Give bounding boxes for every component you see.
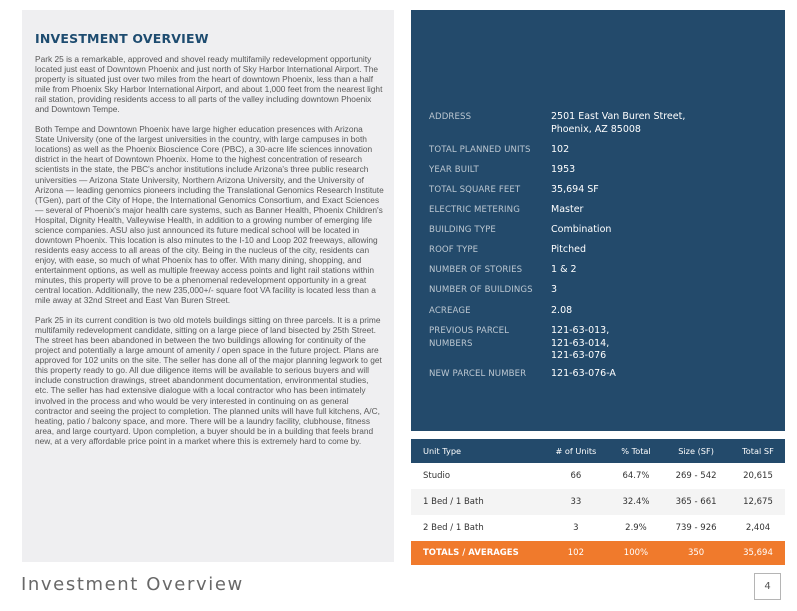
number-of-buildings-value: 3: [551, 284, 558, 295]
cell-total-sf: 20,615: [743, 471, 773, 481]
number-of-stories-label: NUMBER OF STORIES: [429, 265, 523, 275]
acreage-label: ACREAGE: [429, 306, 471, 316]
total-planned-units-label: TOTAL PLANNED UNITS: [429, 145, 531, 155]
cell-total-sf: 12,675: [731, 489, 785, 515]
totals-label: TOTALS / AVERAGES: [411, 541, 541, 565]
building-type-value: Combination: [551, 224, 612, 235]
total-square-feet-label: TOTAL SQUARE FEET: [429, 185, 521, 195]
address-label: ADDRESS: [429, 112, 472, 122]
header-percent-total: % Total: [611, 439, 661, 463]
property-details-panel: [411, 10, 785, 431]
roof-type-label: ROOF TYPE: [429, 245, 479, 255]
overview-body: [35, 54, 384, 456]
cell-unit-type: Studio: [423, 471, 451, 481]
cell-number-of-units: 3: [573, 523, 579, 533]
previous-parcel-label-line-1: PREVIOUS PARCEL: [429, 326, 510, 336]
cell-number-of-units: 33: [541, 489, 611, 515]
number-of-buildings-label: NUMBER OF BUILDINGS: [429, 285, 533, 295]
table-row: [411, 489, 785, 515]
acreage-value: 2.08: [551, 305, 573, 316]
previous-parcel-2: 121-63-014,: [551, 337, 610, 349]
cell-size-sf: 739 - 926: [675, 523, 717, 533]
investment-overview-panel: [22, 10, 394, 562]
unit-mix-table: [411, 439, 785, 565]
table-row: [411, 463, 785, 489]
address-value: [551, 111, 751, 136]
cell-size-sf: 365 - 661: [661, 489, 731, 515]
table-row: [411, 515, 785, 541]
electric-metering-label: ELECTRIC METERING: [429, 205, 520, 215]
cell-percent-total: 32.4%: [611, 489, 661, 515]
number-of-stories-value: 1 & 2: [551, 264, 577, 275]
previous-parcel-numbers-label: [429, 325, 554, 350]
previous-parcel-1: 121-63-013,: [551, 325, 610, 336]
footer-title: Investment Overview: [21, 574, 244, 595]
cell-number-of-units: 66: [570, 471, 582, 481]
previous-parcel-numbers-value: [551, 325, 751, 363]
overview-paragraph-1: Park 25 is a remarkable, approved and shovel ready multifamily redevelopment opportunity located just east of Downtown Phoenix and just north of Sky Harbor International Airport. The property is situated just over two miles from the heart of downtown Phoenix, less than a half mile from Phoenix Sky Harbor International Airport, and about 1,000 feet from the nearest light rail station, providing residents access to all parts of the valley including downtown Phoenix and Downtown Tempe.: [35, 54, 383, 115]
cell-total-sf: 2,404: [745, 523, 771, 533]
building-type-label: BUILDING TYPE: [429, 225, 496, 235]
total-square-feet-value: 35,694 SF: [551, 184, 599, 195]
unit-table-header-row: [411, 439, 785, 463]
totals-total-sf: 35,694: [731, 541, 785, 565]
year-built-label: YEAR BUILT: [429, 165, 479, 175]
roof-type-value: Pitched: [551, 244, 587, 255]
cell-percent-total: 2.9%: [625, 523, 647, 533]
totals-percent-total: 100%: [611, 541, 661, 565]
header-number-of-units: # of Units: [541, 439, 611, 463]
totals-size-sf: 350: [661, 541, 731, 565]
overview-paragraph-2: Both Tempe and Downtown Phoenix have large higher education presences with Arizona State University (one of the largest universities in the country, with large campuses in both locations) as well as the Phoenix Bioscience Core (PBC), a 30-acre life sciences innovation district in the heart of Downtown Phoenix. Home to the highest concentration of research scientists in the state, the PBC's anchor institutions include Arizona's three public research universities — Arizona State University, Northern Arizona University, and the University of Arizona — leading genomics pioneers including the Translational Genomics Research Institute (TGen), part of the City of Hope, the International Genomics Consortium, and Exact Sciences — several of Phoenix's major health care systems, such as Banner Health, Phoenix Children's Hospital, Dignity Health, Valleywise Health, in addition to a growing number of emerging life science companies. ASU also just announced its future medical school will be located in downtown Phoenix. This location is also minutes to the I-10 and Loop 202 freeways, allowing residents easy access to all areas of the city. Being in the nucleus of the city, residents can enjoy, with ease, so much of what Phoenix has to offer. With many dining, shopping, and entertainment options, as well as multiple freeway access points and light rail stations within minutes, this property will prove to be a phenomenal redevelopment opportunity in a great central location. Additionally, the new 235,000+/- square foot VA facility is located less than a mile away at 32nd Street and East Van Buren Street.: [35, 124, 384, 306]
total-planned-units-value: 102: [551, 144, 570, 155]
overview-paragraph-3: Park 25 in its current condition is two old motels buildings sitting on three parcels. It is a prime multifamily redevelopment candidate, sitting on a large piece of land bisected by 25th Street. The street has been abandoned in between the two buildings allowing for continuity of the project and potentially a large amount of amenity / open space in the future project. Plans are approved for 102 units on the site. The seller has done all of the major planning legwork to get this property ready to go. All due diligence items will be available to serious buyers and will include construction drawings, street abandonment documentation, environmental studies, etc. The seller has had extensive dialogue with a local contractor who has been intimately involved in the process and who would be very interested in continuing on as general contractor and seeing the project to completion. The planned units will have full kitchens, A/C, heating, patio / balcony space, and more. There will be a laundry facility, clubhouse, fitness area, and large courtyard. Upon completion, a buyer should be in a building that feels brand new, at a very affordable price point in a market where this is extremely hard to come by.: [35, 315, 382, 446]
previous-parcel-label-line-2: NUMBERS: [429, 338, 473, 349]
header-size-sf: Size (SF): [661, 439, 731, 463]
cell-size-sf: 269 - 542: [675, 471, 717, 481]
address-line-2: Phoenix, AZ 85008: [551, 123, 641, 135]
totals-row: [411, 541, 785, 565]
totals-number-of-units: 102: [541, 541, 611, 565]
cell-unit-type: 1 Bed / 1 Bath: [411, 489, 541, 515]
overview-title: INVESTMENT OVERVIEW: [35, 31, 209, 46]
previous-parcel-3: 121-63-076: [551, 350, 607, 361]
cell-unit-type: 2 Bed / 1 Bath: [423, 523, 484, 533]
year-built-value: 1953: [551, 164, 576, 175]
address-line-1: 2501 East Van Buren Street,: [551, 111, 686, 122]
header-total-sf: Total SF: [731, 439, 785, 463]
cell-percent-total: 64.7%: [622, 471, 650, 481]
electric-metering-value: Master: [551, 204, 584, 215]
new-parcel-number-value: 121-63-076-A: [551, 368, 616, 379]
page-number: 4: [754, 573, 781, 600]
header-unit-type: Unit Type: [411, 439, 541, 463]
new-parcel-number-label: NEW PARCEL NUMBER: [429, 369, 527, 379]
